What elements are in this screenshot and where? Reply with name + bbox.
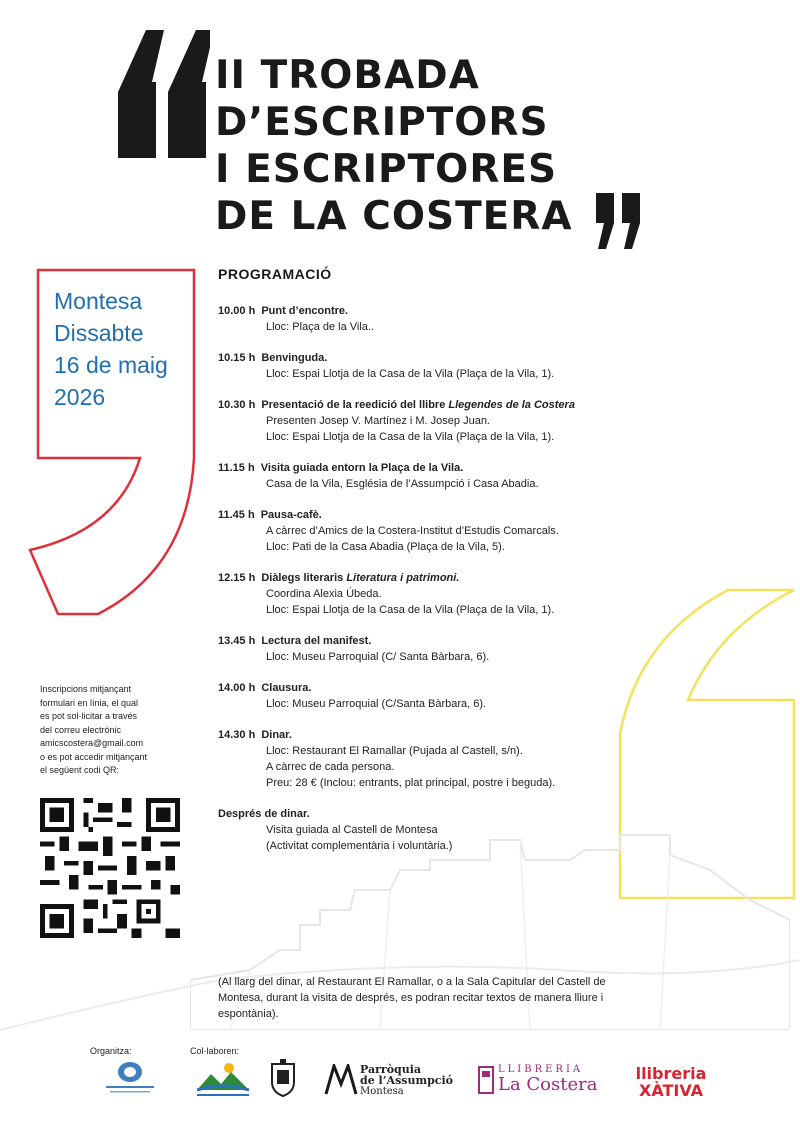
programme-item	[218, 507, 658, 555]
item-title-emphasis: Llegendes de la Costera	[448, 399, 575, 411]
item-time: 10.30 h	[218, 399, 256, 411]
item-detail: Lloc: Espai Llotja de la Casa de la Vila (Plaça de la Vila, 1).	[266, 368, 555, 380]
llibreria-label: LLIBRERIA	[498, 1064, 584, 1075]
title-line: II TROBADA	[215, 53, 480, 98]
inscriptions-line: formulari en línia, el qual	[40, 697, 139, 708]
programme-item	[218, 303, 658, 335]
inscriptions-line: del correu electrònic	[40, 724, 122, 735]
item-time: 12.15 h	[218, 572, 256, 584]
inscriptions-line: Inscripcions mitjançant	[40, 684, 132, 694]
item-title: Visita guiada entorn la Plaça de la Vila.	[260, 462, 464, 474]
item-detail: Lloc: Plaça de la Vila..	[266, 321, 375, 333]
amics-costera-logo	[100, 1058, 160, 1098]
item-time: 14.30 h	[218, 729, 256, 741]
item-detail: A càrrec d’Amics de la Costera-Institut d’Estudis Comarcals.	[266, 525, 559, 537]
item-title-emphasis: Literatura i patrimoni.	[346, 572, 460, 584]
item-time: 10.15 h	[218, 352, 256, 364]
parroquia-line: Montesa	[360, 1086, 404, 1097]
event-date	[54, 285, 168, 413]
item-detail: (Activitat complementària i voluntària.)	[266, 840, 453, 852]
organitza-label: Organitza:	[90, 1046, 132, 1056]
date-place: Montesa	[54, 288, 143, 314]
item-title: Després de dinar.	[218, 808, 310, 820]
item-time: 11.15 h	[218, 462, 255, 474]
item-detail: Lloc: Espai Llotja de la Casa de la Vila (Plaça de la Vila, 1).	[266, 431, 555, 443]
date-weekday: Dissabte	[54, 320, 144, 346]
item-title: Dinar.	[261, 729, 292, 741]
programme-item	[218, 397, 658, 445]
collaboren-label: Col·laboren:	[190, 1046, 240, 1056]
parroquia-line: Parròquia	[360, 1063, 422, 1076]
programme-note: (Al llarg del dinar, al Restaurant El Ramallar, o a la Sala Capitular del Castell de Montesa, durant la visita de després, es podran recitar textos de manera lliure i espontània).	[218, 976, 606, 1020]
item-time: 10.00 h	[218, 305, 256, 317]
item-detail: Lloc: Espai Llotja de la Casa de la Vila (Plaça de la Vila, 1).	[266, 604, 555, 616]
item-title: Presentació de la reedició del llibre	[261, 399, 449, 411]
la-costera-label: La Costera	[498, 1074, 598, 1095]
parroquia-line: de l’Assumpció	[360, 1074, 453, 1087]
title-line: I ESCRIPTORES	[215, 147, 558, 192]
item-title: Clausura.	[261, 682, 312, 694]
title-line: DE LA COSTERA	[215, 194, 573, 239]
llibreria-xativa-top: llibreria	[635, 1064, 707, 1083]
programme-list	[218, 303, 658, 869]
programme-item	[218, 350, 658, 382]
item-detail: Lloc: Museu Parroquial (C/Santa Bàrbara, 6).	[266, 698, 487, 710]
item-detail: Lloc: Pati de la Casa Abadia (Plaça de la Vila, 5).	[266, 541, 505, 553]
item-time: 13.45 h	[218, 635, 256, 647]
programme-item	[218, 806, 658, 854]
item-time: 14.00 h	[218, 682, 256, 694]
programme-item	[218, 570, 658, 618]
inscriptions-line: es pot sol·licitar a través	[40, 711, 138, 721]
parroquia-icon	[324, 1064, 358, 1096]
item-time: 11.45 h	[218, 509, 255, 521]
date-day: 16 de maig	[54, 352, 168, 378]
item-detail: Lloc: Restaurant El Ramallar (Pujada al Castell, s/n).	[266, 745, 523, 757]
la-costera-canal-logo	[195, 1060, 251, 1102]
item-title: Benvinguda.	[261, 352, 328, 364]
inscriptions-line: el següent codi QR:	[40, 765, 120, 775]
inscriptions-line: o es pot accedir mitjançant	[40, 751, 148, 762]
ajuntament-montesa-logo	[268, 1058, 298, 1100]
item-detail: Casa de la Vila, Església de l’Assumpció i Casa Abadia.	[266, 478, 539, 490]
llibreria-xativa-bottom: XÀTIVA	[638, 1081, 704, 1100]
item-title: Pausa-cafè.	[260, 509, 322, 521]
qr-code-icon[interactable]	[40, 798, 180, 938]
close-quote-icon	[596, 193, 646, 249]
inscriptions-text	[40, 683, 180, 778]
item-detail: Visita guiada al Castell de Montesa	[266, 824, 438, 836]
programme-item	[218, 460, 658, 492]
item-title: Lectura del manifest.	[261, 635, 372, 647]
book-icon	[478, 1066, 494, 1094]
item-detail: Coordina Alexia Úbeda.	[266, 588, 382, 600]
programme-item	[218, 633, 658, 665]
programme-item	[218, 680, 658, 712]
item-title: Punt d’encontre.	[261, 305, 349, 317]
item-title: Diàlegs literaris	[261, 572, 347, 584]
date-year: 2026	[54, 384, 106, 410]
programme-heading: PROGRAMACIÓ	[218, 266, 332, 282]
page-title	[215, 52, 573, 240]
item-detail: A càrrec de cada persona.	[266, 761, 395, 773]
item-detail: Presenten Josep V. Martínez i M. Josep Juan.	[266, 415, 490, 427]
item-detail: Preu: 28 € (Inclou: entrants, plat principal, postre i beguda).	[266, 777, 556, 789]
item-detail: Lloc: Museu Parroquial (C/ Santa Bàrbara, 6).	[266, 651, 490, 663]
title-line: D’ESCRIPTORS	[215, 100, 549, 145]
llibreria-xativa-logo	[626, 1066, 716, 1100]
open-quote-icon	[118, 30, 210, 160]
programme-item	[218, 727, 658, 791]
email-link[interactable]: amicscostera@gmail.com	[40, 738, 144, 748]
